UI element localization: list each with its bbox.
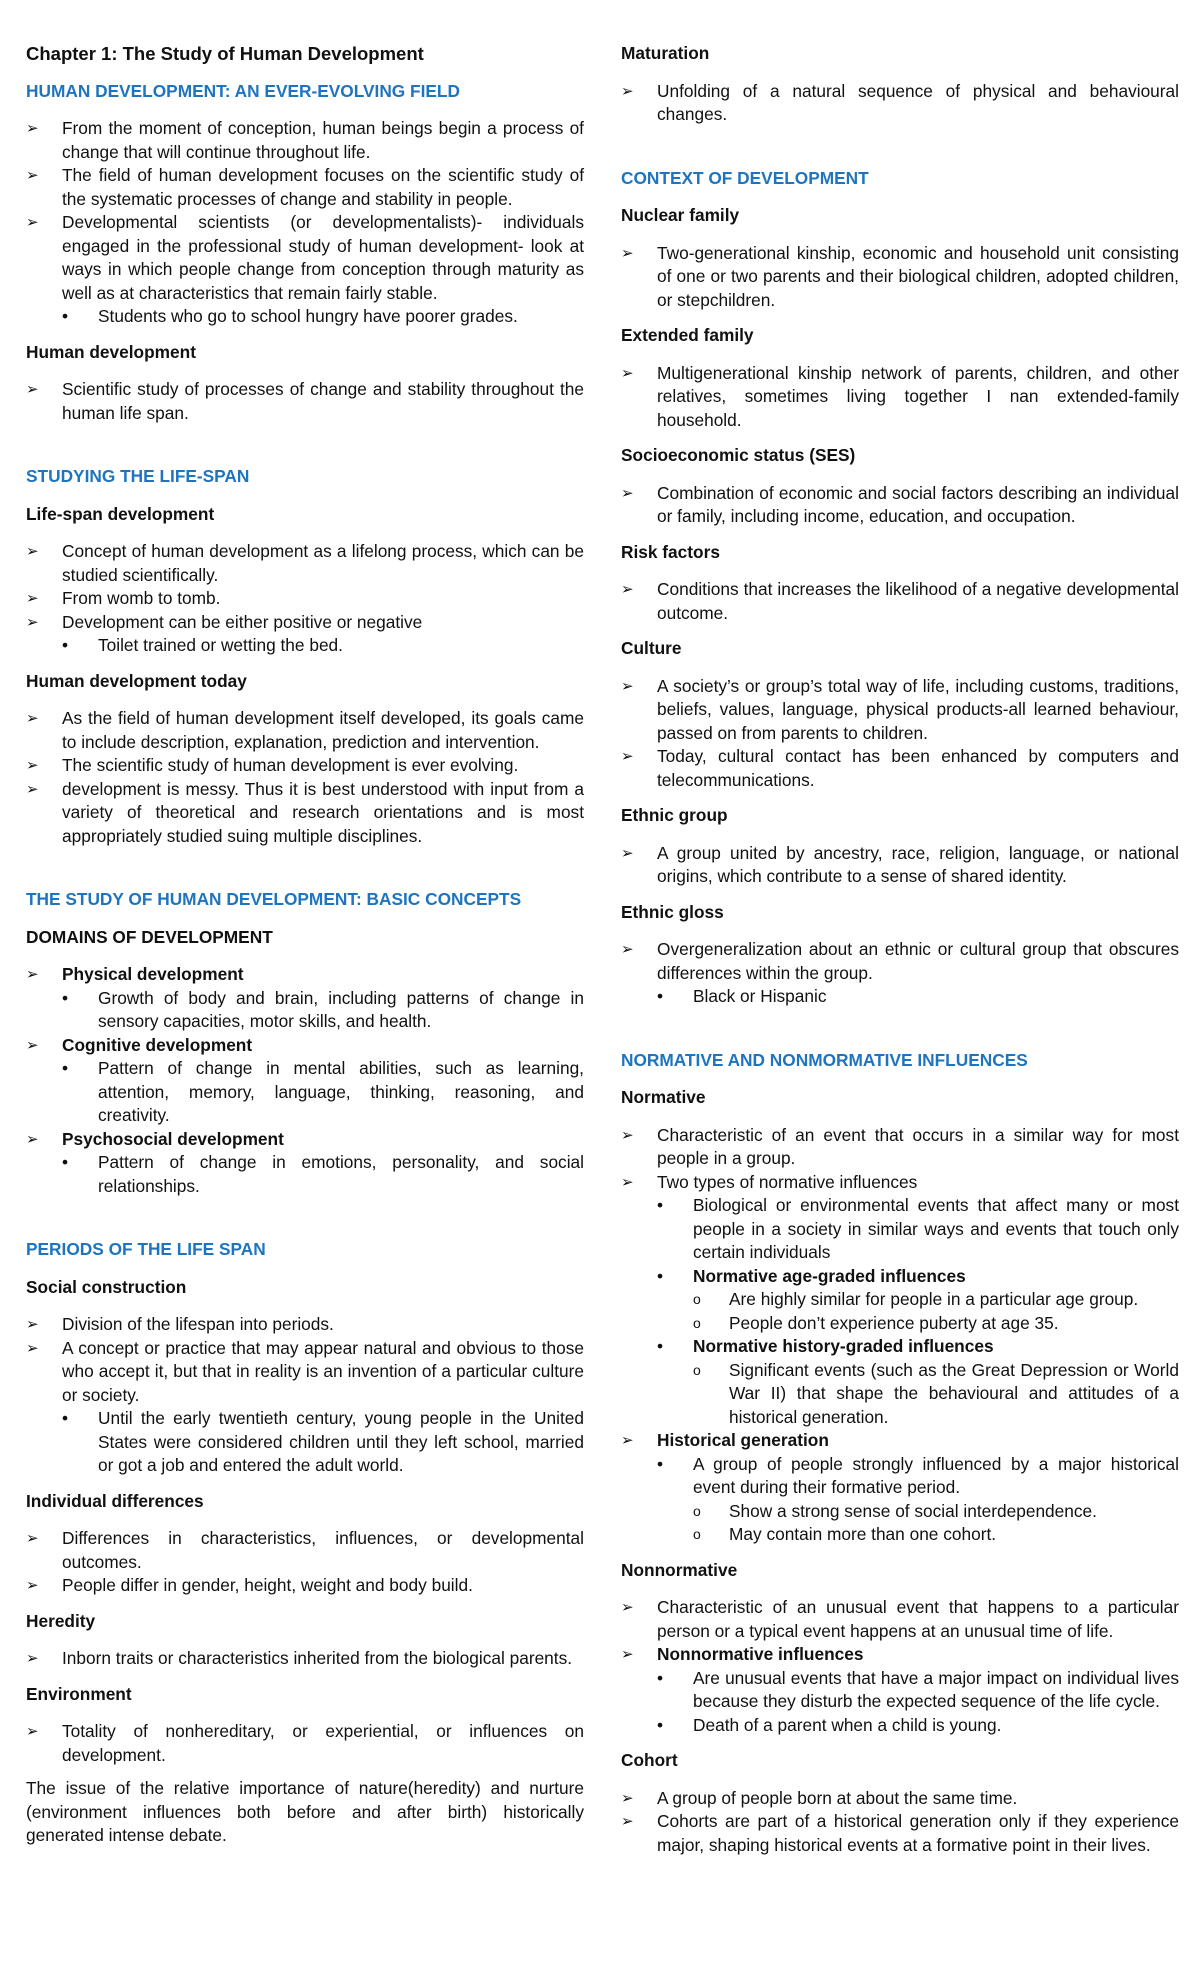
list-item: ➢ The field of human development focuses on the scientific study of the systematic processes of change and stability in people. <box>26 165 584 209</box>
right-column <box>621 42 1179 1857</box>
sub-list-item: • Until the early twentieth century, young people in the United States were considered children until they left school, married or got a job and entered the adult world. <box>62 1408 584 1475</box>
term-life-span-development: Life-span development <box>26 503 215 524</box>
arrow-bullet-icon: ➢ <box>621 484 634 502</box>
list-item: ➢ Cognitive development • Pattern of change in mental abilities, such as learning, attention, memory, language, thinking, reasoning, and creativity. <box>26 1034 584 1128</box>
list-item: ➢ Physical development • Growth of body and brain, including patterns of change in sensory capacities, motor skills, and health. <box>26 963 584 1034</box>
sub-sub-list <box>693 1359 1179 1430</box>
list-item: ➢ Scientific study of processes of change and stability throughout the human life span. <box>26 379 584 423</box>
arrow-bullet-icon: ➢ <box>621 748 634 765</box>
sub-sub-list-item: o People don’t experience puberty at age 35. <box>693 1312 1179 1336</box>
list-domains <box>26 963 584 1198</box>
term-culture: Culture <box>621 638 682 658</box>
section-heading-basic-concepts: THE STUDY OF HUMAN DEVELOPMENT: BASIC CONCEPTS <box>26 889 522 909</box>
sub-sub-list-item: o Are highly similar for people in a particular age group. <box>693 1288 1179 1312</box>
arrow-bullet-icon: ➢ <box>26 120 39 137</box>
list-item: ➢ development is messy. Thus it is best understood with input from a variety of theoretical and research orientations and is most appropriately studied suing multiple disciplines. <box>26 778 584 846</box>
sub-sub-list-item: o Show a strong sense of social interdependence. <box>693 1500 1179 1524</box>
list-social-construction <box>26 1313 584 1478</box>
list-human-development-today <box>26 707 584 848</box>
sub-list <box>657 985 1179 1009</box>
closing-paragraph: The issue of the relative importance of nature(heredity) and nurture (environment influences both before and after birth) historically generated intense debate. <box>26 1778 584 1845</box>
list-item: ➢ Differences in characteristics, influences, or developmental outcomes. <box>26 1528 584 1572</box>
list-item: ➢ Characteristic of an unusual event that happens to a particular person or a typical event happens at an unusual time of life. <box>621 1597 1179 1641</box>
term-domains-of-development: DOMAINS OF DEVELOPMENT <box>26 926 273 947</box>
circle-bullet-icon: o <box>693 1502 701 1519</box>
arrow-bullet-icon: ➢ <box>621 1789 634 1807</box>
list-item: ➢ A concept or practice that may appear natural and obvious to those who accept it, but that in reality is an invention of a particular culture or society. • Until the early twentieth century, young people in the United States were considered children until they left school, married or got a job and entered the adult world. <box>26 1337 584 1478</box>
term-ethnic-group: Ethnic group <box>621 805 728 825</box>
sub-list <box>657 1667 1179 1738</box>
arrow-bullet-icon: ➢ <box>621 581 634 598</box>
list-item: ➢ From womb to tomb. <box>26 587 584 611</box>
sub-sub-list-item: o Significant events (such as the Great Depression or World War II) that shape the behavioural and attitudes of a historical generation. <box>693 1359 1179 1427</box>
list-item: ➢ Psychosocial development • Pattern of change in emotions, personality, and social relationships. <box>26 1128 584 1199</box>
sub-list-item: • Black or Hispanic <box>657 985 1179 1009</box>
list-individual-differences <box>26 1527 584 1598</box>
arrow-bullet-icon: ➢ <box>26 966 39 983</box>
list-ethnic-group <box>621 842 1179 889</box>
sub-list <box>62 634 584 658</box>
list-item: ➢ Unfolding of a natural sequence of physical and behavioural changes. <box>621 80 1179 124</box>
term-ses: Socioeconomic status (SES) <box>621 445 856 465</box>
sub-list-item: • Normative age-graded influences o Are highly similar for people in a particular age group. o People don’t experience puberty at age 35. <box>657 1265 1179 1336</box>
list-item: ➢ Characteristic of an event that occurs in a similar way for most people in a group. <box>621 1124 1179 1168</box>
term-ethnic-gloss: Ethnic gloss <box>621 901 724 922</box>
section-heading-context: CONTEXT OF DEVELOPMENT <box>621 167 869 188</box>
dot-bullet-icon: • <box>657 1195 664 1215</box>
list-life-span-development <box>26 540 584 658</box>
left-column <box>26 42 584 1848</box>
sub-list-item: • Students who go to school hungry have poorer grades. <box>62 305 584 329</box>
list-cohort <box>621 1787 1179 1858</box>
term-human-development-today: Human development today <box>26 670 247 691</box>
term-environment: Environment <box>26 1683 132 1704</box>
sub-list-item: • Growth of body and brain, including patterns of change in sensory capacities, motor skills, and health. <box>62 987 584 1031</box>
sub-sub-list <box>693 1500 1179 1547</box>
arrow-bullet-icon: ➢ <box>26 710 39 727</box>
arrow-bullet-icon: ➢ <box>621 677 634 695</box>
arrow-bullet-icon: ➢ <box>26 543 39 560</box>
list-maturation <box>621 80 1179 127</box>
list-item: ➢ A group of people born at about the same time. <box>621 1787 1179 1811</box>
arrow-bullet-icon: ➢ <box>26 214 39 231</box>
term-normative: Normative <box>621 1087 706 1107</box>
arrow-bullet-icon: ➢ <box>26 1530 39 1547</box>
arrow-bullet-icon: ➢ <box>621 1646 634 1663</box>
sub-list <box>62 987 584 1034</box>
list-item: ➢ Cohorts are part of a historical generation only if they experience major, shaping historical events at a formative point in their lives. <box>621 1811 1179 1855</box>
term-nuclear-family: Nuclear family <box>621 205 740 225</box>
list-item: ➢ Totality of nonhereditary, or experiential, or influences on development. <box>26 1721 584 1765</box>
list-item: ➢ Concept of human development as a lifelong process, which can be studied scientifically. <box>26 541 584 585</box>
dot-bullet-icon: • <box>62 635 69 655</box>
list-ses <box>621 482 1179 529</box>
arrow-bullet-icon: ➢ <box>26 1130 39 1148</box>
arrow-bullet-icon: ➢ <box>26 613 39 631</box>
dot-bullet-icon: • <box>657 1453 664 1474</box>
list-nuclear-family <box>621 242 1179 313</box>
arrow-bullet-icon: ➢ <box>621 941 634 958</box>
list-culture <box>621 675 1179 793</box>
sub-list <box>62 305 584 329</box>
arrow-bullet-icon: ➢ <box>26 1316 39 1333</box>
list-environment <box>26 1720 584 1767</box>
list-extended-family <box>621 362 1179 433</box>
circle-bullet-icon: o <box>693 1361 701 1378</box>
dot-bullet-icon: • <box>62 306 69 326</box>
section-heading-life-span: STUDYING THE LIFE-SPAN <box>26 466 250 486</box>
arrow-bullet-icon: ➢ <box>26 1650 39 1667</box>
arrow-bullet-icon: ➢ <box>26 1577 39 1594</box>
sub-list <box>62 1407 584 1478</box>
arrow-bullet-icon: ➢ <box>621 1599 634 1616</box>
arrow-bullet-icon: ➢ <box>26 381 39 398</box>
term-cohort: Cohort <box>621 1750 678 1770</box>
list-item: ➢ Two types of normative influences • Biological or environmental events that affect many or most people in a society in similar ways and events that touch only certain individuals • Normative age-graded influences o Are highly similar for people in a particular age group. o People don’t experience puberty at age 35. • Normative history-graded influences o Significant events (such as the Great Depression or World War II) that shape the behavioural and attitudes of a historical generation. <box>621 1171 1179 1430</box>
list-item: ➢ Developmental scientists (or developmentalists)- individuals engaged in the professional study of human development- look at ways in which people change from conception through maturity as well as at characteristics that remain fairly stable. • Students who go to school hungry have poorer grades. <box>26 211 584 329</box>
arrow-bullet-icon: ➢ <box>621 244 634 262</box>
arrow-bullet-icon: ➢ <box>621 1173 634 1191</box>
dot-bullet-icon: • <box>657 986 664 1006</box>
list-item: ➢ Historical generation • A group of people strongly influenced by a major historical event during their formative period. o Show a strong sense of social interdependence. o May contain more than one cohort. <box>621 1429 1179 1547</box>
list-item: ➢ Overgeneralization about an ethnic or cultural group that obscures differences within the group. • Black or Hispanic <box>621 938 1179 1009</box>
term-maturation: Maturation <box>621 43 710 63</box>
list-item: ➢ The scientific study of human development is ever evolving. <box>26 754 584 778</box>
list-item: ➢ Inborn traits or characteristics inherited from the biological parents. <box>26 1647 584 1671</box>
list-item: ➢ Today, cultural contact has been enhanced by computers and telecommunications. <box>621 746 1179 790</box>
sub-list-item: • Pattern of change in mental abilities, such as learning, attention, memory, language, thinking, reasoning, and creativity. <box>62 1058 584 1125</box>
sub-list <box>657 1194 1179 1429</box>
chapter-title: Chapter 1: The Study of Human Development <box>26 43 424 64</box>
list-ethnic-gloss <box>621 938 1179 1009</box>
dot-bullet-icon: • <box>657 1265 664 1286</box>
arrow-bullet-icon: ➢ <box>26 167 39 184</box>
list-item: ➢ People differ in gender, height, weight and body build. <box>26 1574 584 1598</box>
sub-list <box>62 1057 584 1128</box>
term-heredity: Heredity <box>26 1610 96 1631</box>
term-nonnormative: Nonnormative <box>621 1559 738 1580</box>
arrow-bullet-icon: ➢ <box>621 1813 634 1830</box>
arrow-bullet-icon: ➢ <box>621 844 634 862</box>
dot-bullet-icon: • <box>62 1408 69 1428</box>
section-heading-normative: NORMATIVE AND NONMORMATIVE INFLUENCES <box>621 1049 1028 1070</box>
sub-list-item: • Are unusual events that have a major impact on individual lives because they disturb the expected sequence of the life cycle. <box>657 1667 1179 1711</box>
arrow-bullet-icon: ➢ <box>621 1432 634 1449</box>
circle-bullet-icon: o <box>693 1314 701 1331</box>
section-heading-ever-evolving: HUMAN DEVELOPMENT: AN EVER-EVOLVING FIELD <box>26 80 460 101</box>
dot-bullet-icon: • <box>657 1714 664 1735</box>
arrow-bullet-icon: ➢ <box>26 780 39 798</box>
list-item: ➢ As the field of human development itself developed, its goals came to include description, explanation, prediction and intervention. <box>26 708 584 752</box>
sub-list-item: • Biological or environmental events that affect many or most people in a society in similar ways and events that touch only certain individuals <box>657 1195 1179 1262</box>
list-item: ➢ Development can be either positive or negative • Toilet trained or wetting the bed. <box>26 611 584 658</box>
list-risk-factors <box>621 578 1179 625</box>
term-extended-family: Extended family <box>621 325 754 345</box>
list-nonnormative <box>621 1596 1179 1737</box>
dot-bullet-icon: • <box>62 1058 69 1078</box>
list-item: ➢ Conditions that increases the likelihood of a negative developmental outcome. <box>621 579 1179 623</box>
arrow-bullet-icon: ➢ <box>621 364 634 382</box>
section-heading-periods: PERIODS OF THE LIFE SPAN <box>26 1239 266 1259</box>
list-human-development <box>26 378 584 425</box>
arrow-bullet-icon: ➢ <box>621 82 634 100</box>
list-item: ➢ A group united by ancestry, race, religion, language, or national origins, which contribute to a sense of shared identity. <box>621 842 1179 886</box>
arrow-bullet-icon: ➢ <box>26 1723 39 1740</box>
circle-bullet-icon: o <box>693 1526 701 1542</box>
arrow-bullet-icon: ➢ <box>26 1036 39 1054</box>
sub-list-item: • A group of people strongly influenced by a major historical event during their formative period. o Show a strong sense of social interdependence. o May contain more than one cohort. <box>657 1453 1179 1547</box>
arrow-bullet-icon: ➢ <box>26 1339 39 1357</box>
circle-bullet-icon: o <box>693 1291 701 1307</box>
list-ever-evolving <box>26 117 584 329</box>
sub-list <box>657 1453 1179 1547</box>
dot-bullet-icon: • <box>657 1667 664 1688</box>
list-item: ➢ Division of the lifespan into periods. <box>26 1313 584 1337</box>
term-social-construction: Social construction <box>26 1276 187 1297</box>
sub-list-item: • Death of a parent when a child is young. <box>657 1714 1179 1738</box>
sub-sub-list <box>693 1288 1179 1335</box>
list-item: ➢ Multigenerational kinship network of parents, children, and other relatives, sometimes living together I nan extended-family household. <box>621 362 1179 430</box>
term-individual-differences: Individual differences <box>26 1490 204 1511</box>
sub-sub-list-item: o May contain more than one cohort. <box>693 1523 1179 1547</box>
arrow-bullet-icon: ➢ <box>26 757 39 774</box>
arrow-bullet-icon: ➢ <box>26 590 39 607</box>
dot-bullet-icon: • <box>62 987 69 1008</box>
list-item: ➢ Two-generational kinship, economic and household unit consisting of one or two parents and their biological children, adopted children, or stepchildren. <box>621 242 1179 310</box>
sub-list-item: • Toilet trained or wetting the bed. <box>62 634 584 658</box>
list-item: ➢ Combination of economic and social factors describing an individual or family, including income, education, and occupation. <box>621 482 1179 526</box>
arrow-bullet-icon: ➢ <box>621 1126 634 1144</box>
sub-list <box>62 1151 584 1198</box>
list-item: ➢ A society’s or group’s total way of life, including customs, traditions, beliefs, values, language, physical products-all learned behaviour, passed on from parents to children. <box>621 675 1179 743</box>
term-risk-factors: Risk factors <box>621 541 720 562</box>
list-heredity <box>26 1647 584 1671</box>
sub-list-item: • Normative history-graded influences o Significant events (such as the Great Depression or World War II) that shape the behavioural and attitudes of a historical generation. <box>657 1335 1179 1429</box>
dot-bullet-icon: • <box>62 1152 69 1172</box>
dot-bullet-icon: • <box>657 1336 664 1356</box>
term-human-development: Human development <box>26 341 196 362</box>
list-normative <box>621 1124 1179 1547</box>
sub-list-item: • Pattern of change in emotions, personality, and social relationships. <box>62 1152 584 1196</box>
list-item: ➢ Nonnormative influences • Are unusual events that have a major impact on individual lives because they disturb the expected sequence of the life cycle. • Death of a parent when a child is young. <box>621 1643 1179 1737</box>
list-item: ➢ From the moment of conception, human beings begin a process of change that will continue throughout life. <box>26 118 584 162</box>
